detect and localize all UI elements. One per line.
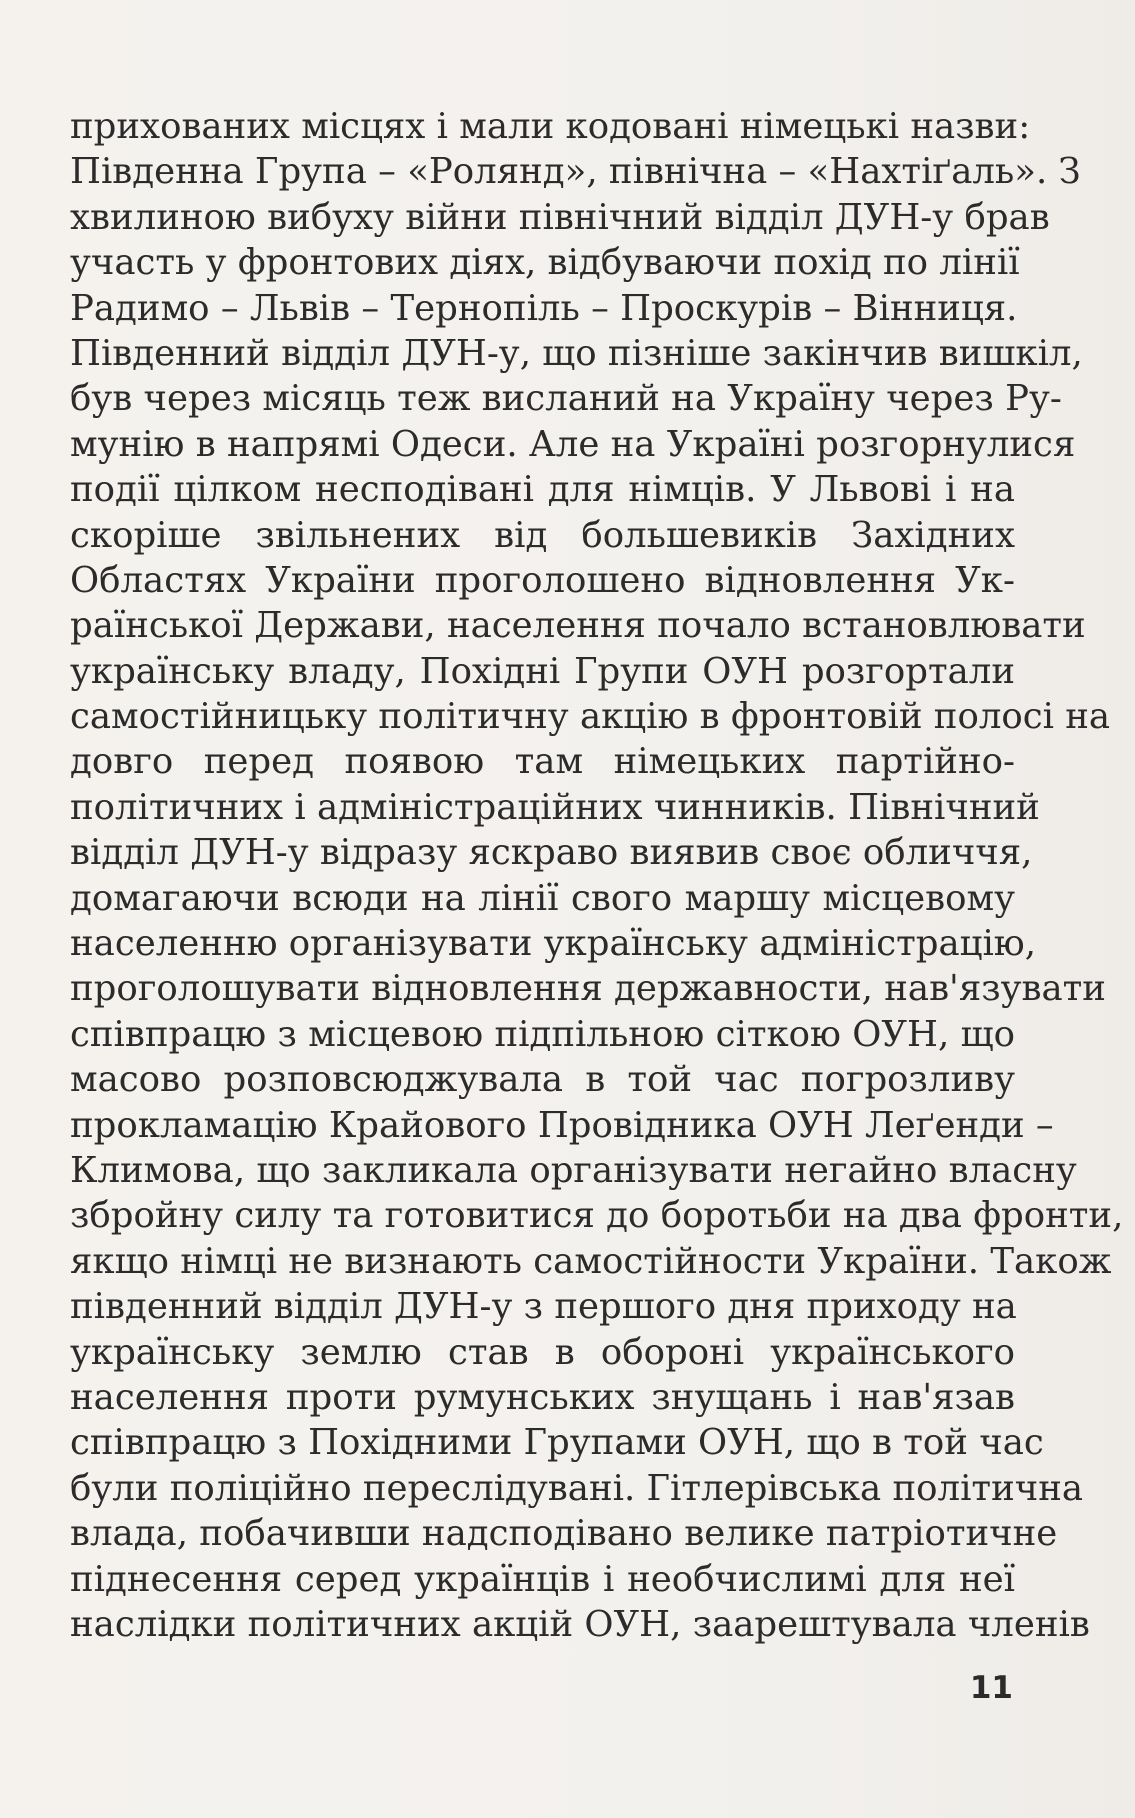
text-line: піднесення серед українців і необчислимі для неї (70, 1558, 1015, 1600)
text-line: мунію в напрямі Одеси. Але на Україні розгорнулися (70, 423, 1076, 465)
text-line: Климова, що закликала організувати негайно власну (70, 1149, 1077, 1191)
text-line: самостійницьку політичну акцію в фронтовій полосі на (70, 696, 1111, 738)
text-line: збройну силу та готовитися до боротьби на два фронти, (70, 1195, 1124, 1237)
text-line: масово розповсюджувала в той час погрозливу (70, 1059, 1015, 1101)
text-line: влада, побачивши надсподівано велике патріотичне (70, 1513, 1058, 1555)
text-line: участь у фронтових діях, відбуваючи похід по лінії (70, 242, 1020, 284)
text-line: раїнської Держави, населення почало встановлювати (70, 605, 1086, 647)
text-line: був через місяць теж висланий на Україну через Ру- (70, 378, 1062, 420)
text-line: прокламацію Крайового Провідника ОУН Леґенди – (70, 1104, 1054, 1146)
text-line: українську землю став в обороні українського (70, 1331, 1015, 1373)
text-line: проголошувати відновлення державности, нав'язувати (70, 968, 1106, 1010)
text-line: південний відділ ДУН-у з першого дня приходу на (70, 1286, 1017, 1328)
text-line: домагаючи всюди на лінії свого маршу місцевому (70, 877, 1015, 919)
text-line: населення проти румунських знущань і нав'язав (70, 1376, 1015, 1418)
text-line: прихованих місцях і мали кодовані німецькі назви: (70, 106, 1031, 147)
text-line: скоріше звільнених від большевиків Західних (70, 514, 1015, 556)
text-line: були поліційно переслідувані. Гітлерівська політична (70, 1467, 1084, 1509)
text-line: довго перед появою там німецьких партійно- (70, 741, 1015, 783)
text-line: якщо німці не визнають самостійности України. Також (70, 1240, 1112, 1282)
text-line: політичних і адміністраційних чинників. Північний (70, 786, 1040, 828)
text-line: відділ ДУН-у відразу яскраво виявив своє обличчя, (70, 832, 1033, 874)
text-line: співпрацю з Похідними Групами ОУН, що в той час (70, 1422, 1044, 1464)
body-text (70, 104, 1124, 1647)
text-line: Областях України проголошено відновлення Ук- (70, 559, 1015, 601)
text-line: наслідки політичних акцій ОУН, заарештувала членів (70, 1603, 1090, 1645)
text-line: співпрацю з місцевою підпільною сіткою ОУН, що (70, 1013, 1015, 1055)
text-line: населенню організувати українську адміністрацію, (70, 923, 1036, 965)
page-number: 11 (969, 1670, 1013, 1706)
text-line: Радимо – Львів – Тернопіль – Проскурів – Вінниця. (70, 287, 1018, 329)
text-line: події цілком несподівані для німців. У Львові і на (70, 469, 1015, 511)
text-line: Південний відділ ДУН-у, що пізніше закінчив вишкіл, (70, 332, 1083, 374)
text-line: хвилиною вибуху війни північний відділ ДУН-у брав (70, 196, 1050, 238)
text-line: Південна Група – «Ролянд», північна – «Нахтіґаль». З (70, 151, 1081, 193)
text-line: українську владу, Похідні Групи ОУН розгортали (70, 650, 1015, 692)
